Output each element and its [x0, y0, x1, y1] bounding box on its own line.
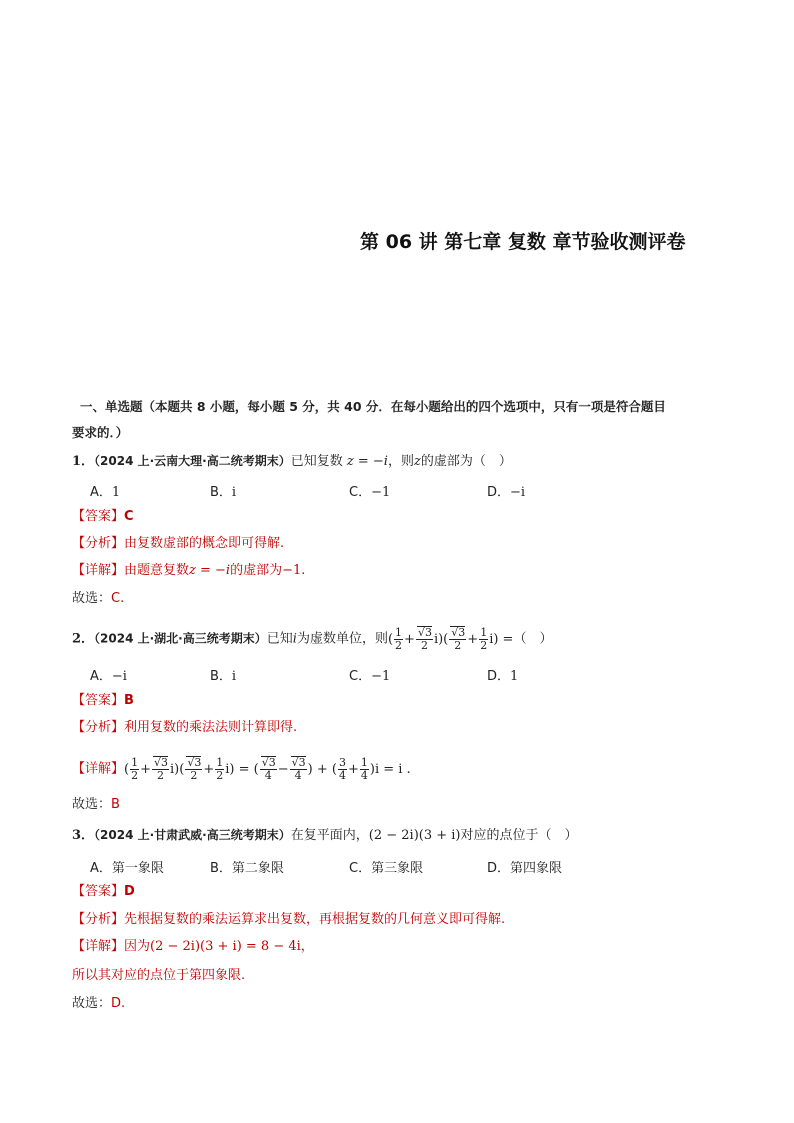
- q1-option-a[interactable]: A．1: [90, 485, 121, 500]
- q2-option-d[interactable]: D．1: [487, 669, 519, 684]
- q2-option-a[interactable]: A．−i: [90, 669, 127, 684]
- question-source: （2024 上·云南大理·高二统考期末）: [94, 454, 291, 468]
- q3-option-c[interactable]: C．第三象限: [349, 861, 424, 876]
- q2-answer: 【答案】B: [72, 693, 134, 708]
- section-heading: 一、单选题（本题共 8 小题，每小题 5 分，共 40 分．在每小题给出的四个选项中，只有一项是符合题目: [80, 399, 666, 414]
- q3-option-a[interactable]: A．第一象限: [90, 861, 164, 876]
- question-1-stem: 1．（2024 上·云南大理·高二统考期末）已知复数 z = −i，则z的虚部为（ ）: [72, 454, 512, 469]
- q1-answer: 【答案】C: [72, 509, 134, 524]
- q3-option-d[interactable]: D．第四象限: [487, 861, 563, 876]
- q3-choose: 故选：D.: [72, 996, 126, 1011]
- question-number: 1．: [72, 454, 95, 469]
- question-3-stem: 3．（2024 上·甘肃武威·高三统考期末）在复平面内，(2 − 2i)(3 + i)对应的点位于（ ）: [72, 828, 578, 843]
- q2-analysis: 【分析】利用复数的乘法法则计算即得.: [72, 720, 298, 735]
- q3-detail-line2: 所以其对应的点位于第四象限.: [72, 968, 246, 983]
- section-heading-cont: 要求的．）: [72, 425, 129, 440]
- q3-detail: 【详解】因为(2 − 2i)(3 + i) = 8 − 4i，: [72, 939, 314, 954]
- q1-option-d[interactable]: D．−i: [487, 485, 526, 500]
- q2-option-c[interactable]: C．−1: [349, 669, 391, 684]
- q2-expression: ( $\frac{1}{2}$ + $\frac{√3}{2}$ i)( $\frac{√3}{2}$ + $\frac{1}{2}$ i) =: [387, 625, 514, 652]
- q1-option-b[interactable]: B．i: [210, 485, 237, 500]
- q2-detail-expression: ( $\frac{1}{2}$ + $\frac{√3}{2}$ i)( $\frac{√3}{2}$ + $\frac{1}{2}$ i) = ( $\frac{√3}{4}$ − $\frac{√3}{4}$ ) + ( $\frac{3}{4}$ + $\frac{1}{4}$ )i = i .: [124, 755, 411, 782]
- q2-option-b[interactable]: B．i: [210, 669, 237, 684]
- q1-option-c[interactable]: C．−1: [349, 485, 391, 500]
- q2-detail: 【详解】( $\frac{1}{2}$ + $\frac{√3}{2}$ i)( $\frac{√3}{2}$ + $\frac{1}{2}$ i) = ( $\frac{√3}{4}$ − $\frac{√3}{4}$ ) + ( $\frac{3}{4}$ + $\frac{1}{4}$ )i = i .: [72, 755, 411, 782]
- q1-analysis: 【分析】由复数虚部的概念即可得解.: [72, 536, 285, 551]
- q1-choose: 故选：C.: [72, 591, 125, 606]
- q2-choose: 故选：B: [72, 797, 120, 812]
- q1-detail: 【详解】由题意复数z = −i的虚部为−1.: [72, 563, 306, 578]
- q3-analysis: 【分析】先根据复数的乘法运算求出复数，再根据复数的几何意义即可得解.: [72, 912, 506, 927]
- page-title: 第 06 讲 第七章 复数 章节验收测评卷: [360, 231, 686, 253]
- q3-option-b[interactable]: B．第二象限: [210, 861, 284, 876]
- q3-answer: 【答案】D: [72, 884, 135, 899]
- question-2-stem: 2．（2024 上·湖北·高三统考期末）已知i为虚数单位，则( $\frac{1}{2}$ + $\frac{√3}{2}$ i)( $\frac{√3}{2}$ + $\frac{1}{2}$ i) =（ ）: [72, 625, 553, 652]
